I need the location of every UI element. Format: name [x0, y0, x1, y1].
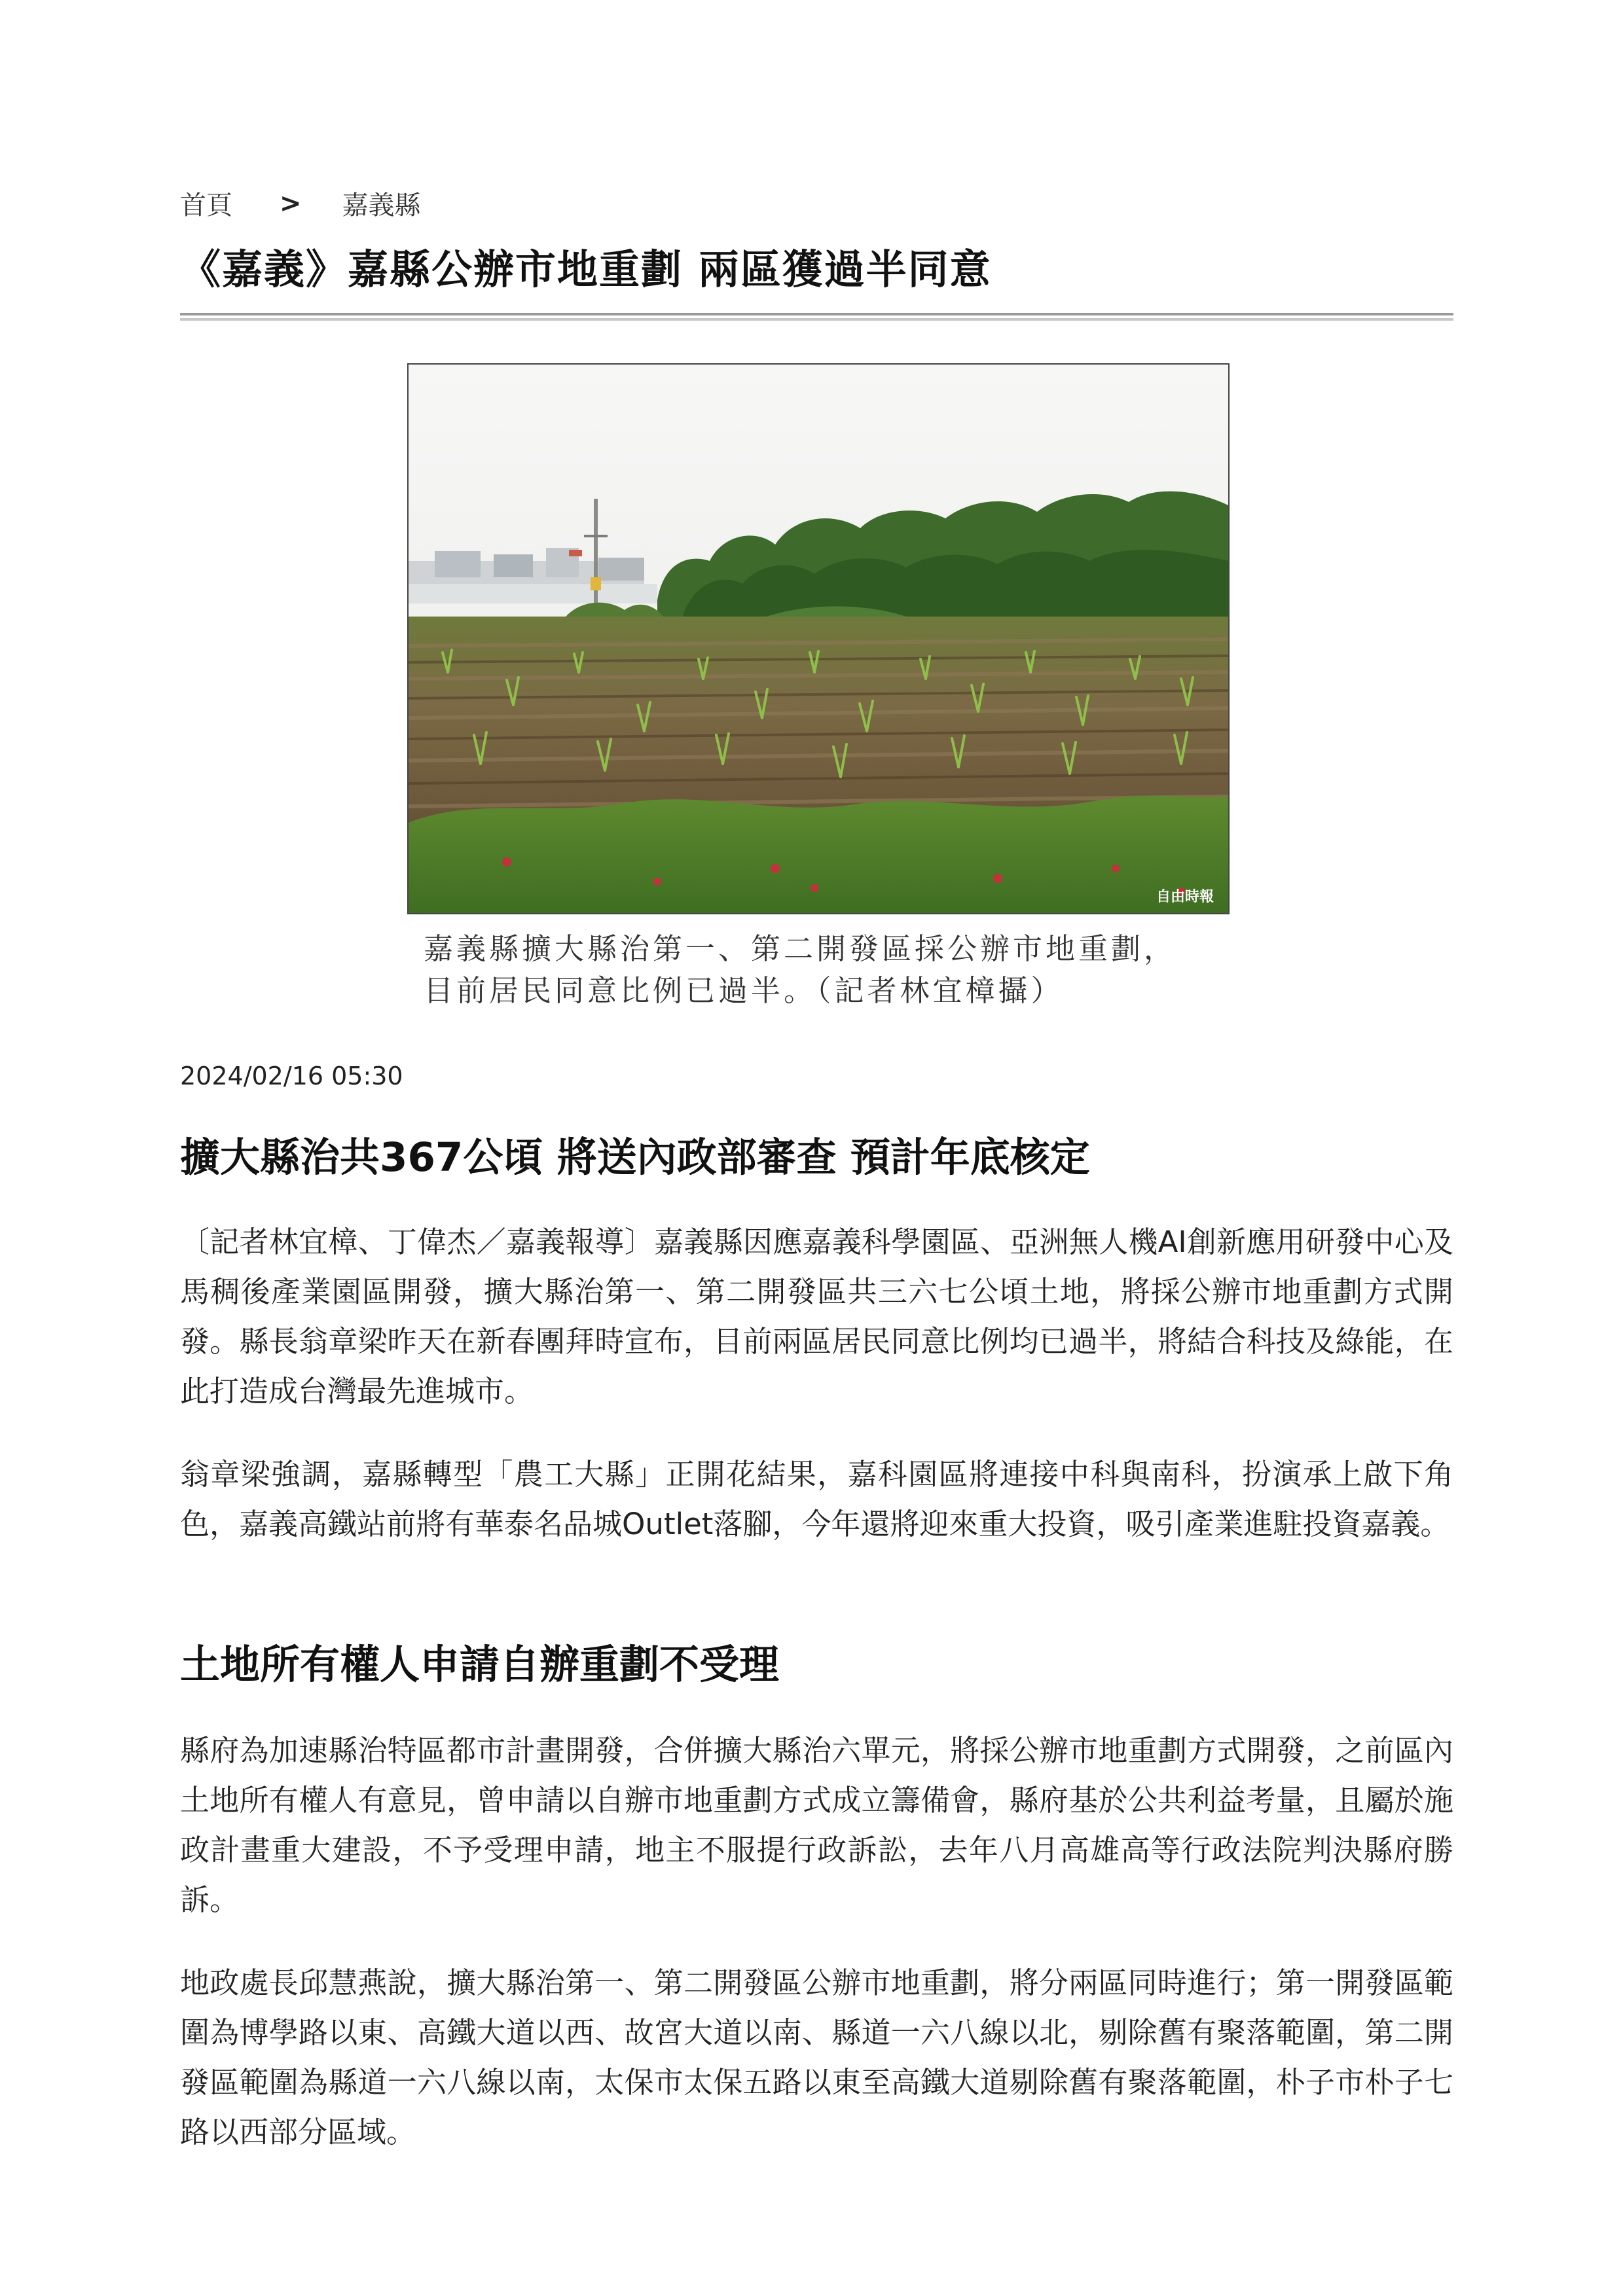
article-paragraph-3: 縣府為加速縣治特區都市計畫開發，合併擴大縣治六單元，將採公辦市地重劃方式開發，之前區內土地所有權人有意見，曾申請以自辦市地重劃方式成立籌備會，縣府基於公共利益考量，且屬於施政計畫重大建設，不予受理申請，地主不服提行政訴訟，去年八月高雄高等行政法院判決縣府勝訴。 — [180, 1733, 1453, 1917]
article-title: 《嘉義》嘉縣公辦市地重劃 兩區獲過半同意 — [180, 245, 992, 293]
breadcrumb-current-link[interactable]: 嘉義縣 — [342, 190, 421, 221]
section-heading-1: 擴大縣治共367公頃 將送內政部審查 預計年底核定 — [180, 1134, 1090, 1181]
farm-field-image — [409, 365, 1228, 913]
publish-date: 2024/02/16 05:30 — [180, 1062, 403, 1090]
photo-caption: 嘉義縣擴大縣治第一、第二開發區採公辦市地重劃，目前居民同意比例已過半。（記者林宜樟攝） — [424, 931, 1177, 1008]
breadcrumb-separator: > — [280, 188, 302, 219]
title-divider — [180, 313, 1453, 321]
article-paragraph-1: 〔記者林宜樟、丁偉杰／嘉義報導〕嘉義縣因應嘉義科學園區、亞洲無人機AI創新應用研發中心及馬稠後產業園區開發，擴大縣治第一、第二開發區共三六七公頃土地，將採公辦市地重劃方式開發。縣長翁章梁昨天在新春團拜時宣布，目前兩區居民同意比例均已過半，將結合科技及綠能，在此打造成台灣最先進城市。 — [180, 1225, 1453, 1408]
breadcrumb — [180, 185, 421, 222]
article-photo — [407, 363, 1230, 914]
article-paragraph-4: 地政處長邱慧燕說，擴大縣治第一、第二開發區公辦市地重劃，將分兩區同時進行；第一開發區範圍為博學路以東、高鐵大道以西、故宮大道以南、縣道一六八線以北，剔除舊有聚落範圍，第二開發區範圍為縣道一六八線以南，太保市太保五路以東至高鐵大道剔除舊有聚落範圍，朴子市朴子七路以西部分區域。 — [180, 1965, 1453, 2149]
breadcrumb-home-link[interactable]: 首頁 — [180, 190, 232, 221]
photo-watermark: 自由時報 — [1156, 888, 1214, 905]
article-paragraph-2: 翁章梁強調，嘉縣轉型「農工大縣」正開花結果，嘉科園區將連接中科與南科，扮演承上啟下角色，嘉義高鐵站前將有華泰名品城Outlet落腳，今年還將迎來重大投資，吸引產業進駐投資嘉義。 — [180, 1457, 1453, 1541]
section-heading-2: 土地所有權人申請自辦重劃不受理 — [180, 1641, 780, 1688]
